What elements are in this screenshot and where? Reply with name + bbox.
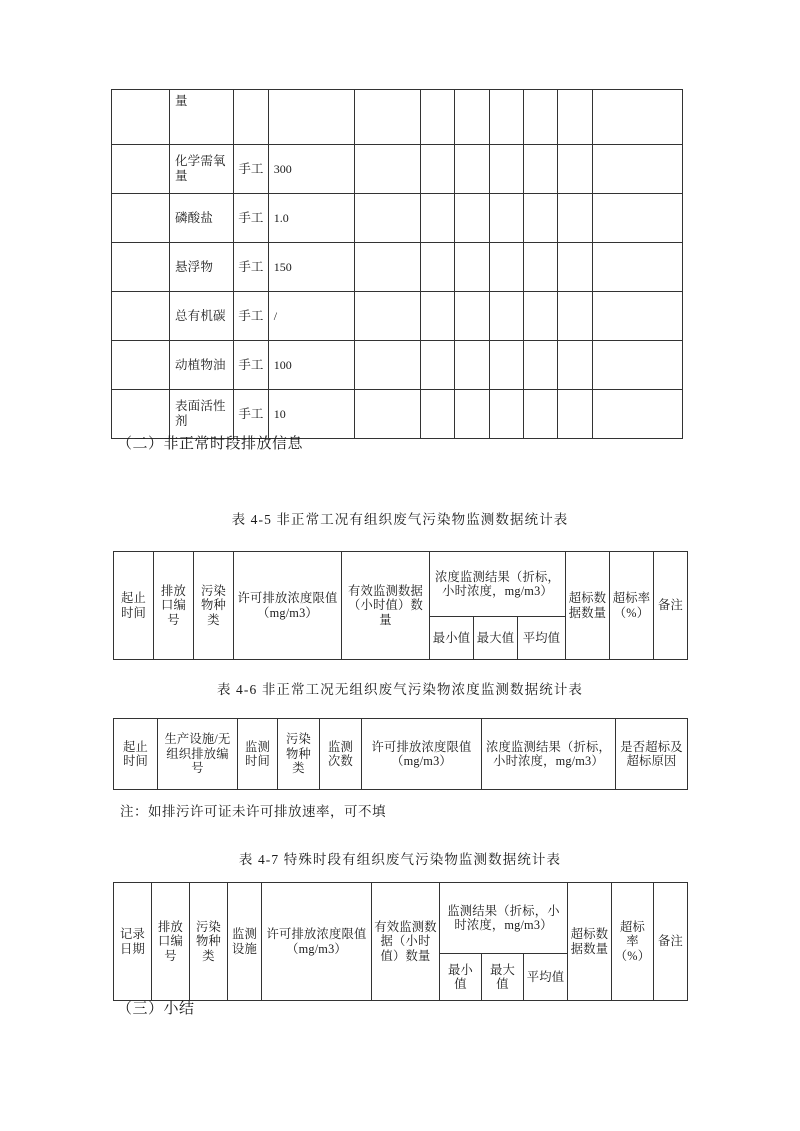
cell-blank: [489, 90, 523, 145]
cell-blank: [558, 243, 592, 292]
cell-blank: [455, 90, 489, 145]
table-row: [112, 292, 683, 341]
cell-blank: [112, 341, 170, 390]
th-pollutant-type: 污染物种类: [278, 719, 320, 790]
cell-limit: 150: [268, 243, 354, 292]
th-valid-data-count: 有效监测数据（小时值）数量: [372, 883, 440, 1001]
cell-blank: [592, 194, 682, 243]
cell-blank: [354, 194, 421, 243]
th-exceed-rate: 超标率（%）: [610, 552, 654, 660]
cell-blank: [455, 341, 489, 390]
cell-method: 手工: [234, 145, 268, 194]
table-4-6-wrapper: [113, 718, 687, 790]
cell-blank: [112, 243, 170, 292]
cell-blank: [421, 390, 455, 439]
table-header-row: [114, 552, 688, 617]
th-concentration-group: 浓度监测结果（折标，小时浓度，mg/m3）: [430, 552, 566, 617]
table-4-5: [113, 551, 688, 660]
cell-blank: [558, 341, 592, 390]
cell-blank: [112, 145, 170, 194]
th-permitted-limit: 许可排放浓度限值（mg/m3）: [362, 719, 482, 790]
cell-blank: [455, 292, 489, 341]
th-outlet-no: 排放口编号: [154, 552, 194, 660]
cell-blank: [354, 243, 421, 292]
th-concentration-result: 浓度监测结果（折标，小时浓度，mg/m3）: [482, 719, 616, 790]
cell-blank: [524, 194, 558, 243]
th-min-value: 最小值: [440, 954, 482, 1001]
table-4-7-wrapper: [113, 882, 687, 1001]
cell-blank: [489, 390, 523, 439]
cell-blank: [354, 90, 421, 145]
cell-limit: [268, 90, 354, 145]
th-exceed-and-reason: 是否超标及超标原因: [616, 719, 688, 790]
th-valid-data-count: 有效监测数据（小时值）数量: [342, 552, 430, 660]
th-max-value: 最大值: [482, 954, 524, 1001]
cell-pollutant: 量: [169, 90, 233, 145]
cell-blank: [524, 341, 558, 390]
cell-blank: [592, 292, 682, 341]
cell-blank: [592, 390, 682, 439]
th-facility-or-fugitive-no: 生产设施/无组织排放编号: [158, 719, 238, 790]
th-exceed-count: 超标数据数量: [566, 552, 610, 660]
cell-method: 手工: [234, 194, 268, 243]
table-4-5-title: 表 4-5 非正常工况有组织废气污染物监测数据统计表: [231, 512, 569, 527]
th-remarks: 备注: [654, 883, 688, 1001]
section-heading-2: （二）非正常时段排放信息: [117, 436, 304, 452]
table-4-7-title: 表 4-7 特殊时段有组织废气污染物监测数据统计表: [238, 852, 562, 867]
cell-method: [234, 90, 268, 145]
cell-blank: [112, 292, 170, 341]
cell-method: 手工: [234, 390, 268, 439]
note-text: 注：如排污许可证未许可排放速率，可不填: [120, 804, 386, 819]
cell-pollutant: 总有机碳: [169, 292, 233, 341]
section-heading-3: （三）小结: [117, 1001, 195, 1017]
cell-blank: [524, 292, 558, 341]
cell-blank: [592, 243, 682, 292]
cell-blank: [455, 145, 489, 194]
cell-blank: [421, 90, 455, 145]
th-avg-value: 平均值: [518, 617, 566, 660]
cell-pollutant: 磷酸盐: [169, 194, 233, 243]
cell-blank: [421, 292, 455, 341]
cell-blank: [489, 341, 523, 390]
th-permitted-limit: 许可排放浓度限值（mg/m3）: [262, 883, 372, 1001]
cell-blank: [524, 390, 558, 439]
th-remarks: 备注: [654, 552, 688, 660]
cell-blank: [558, 390, 592, 439]
cell-pollutant: 动植物油: [169, 341, 233, 390]
th-avg-value: 平均值: [524, 954, 568, 1001]
cell-method: 手工: [234, 243, 268, 292]
cell-blank: [112, 194, 170, 243]
th-pollutant-type: 污染物种类: [190, 883, 228, 1001]
th-start-end-time: 起止时间: [114, 719, 158, 790]
cell-pollutant: 化学需氧量: [169, 145, 233, 194]
th-monitor-count: 监测次数: [320, 719, 362, 790]
cell-pollutant: 悬浮物: [169, 243, 233, 292]
th-min-value: 最小值: [430, 617, 474, 660]
cell-blank: [455, 194, 489, 243]
th-record-date: 记录日期: [114, 883, 152, 1001]
th-exceed-count: 超标数据数量: [568, 883, 612, 1001]
cell-blank: [489, 243, 523, 292]
table-row: [112, 145, 683, 194]
table-row: [112, 243, 683, 292]
cell-blank: [421, 194, 455, 243]
cell-blank: [354, 292, 421, 341]
cell-blank: [524, 90, 558, 145]
cell-blank: [354, 390, 421, 439]
cell-blank: [489, 292, 523, 341]
table-4-6-title: 表 4-6 非正常工况无组织废气污染物浓度监测数据统计表: [216, 682, 584, 697]
cell-blank: [112, 90, 170, 145]
table-4-5-wrapper: [113, 551, 687, 660]
cell-blank: [489, 194, 523, 243]
cell-blank: [421, 243, 455, 292]
table-header-row: [114, 719, 688, 790]
cell-blank: [558, 145, 592, 194]
cell-method: 手工: [234, 292, 268, 341]
table-4-6: [113, 718, 688, 790]
cell-blank: [592, 341, 682, 390]
th-permitted-limit: 许可排放浓度限值（mg/m3）: [234, 552, 342, 660]
th-result-group: 监测结果（折标，小时浓度，mg/m3）: [440, 883, 568, 954]
cell-limit: /: [268, 292, 354, 341]
th-monitor-facility: 监测设施: [228, 883, 262, 1001]
cell-blank: [455, 243, 489, 292]
cell-limit: 300: [268, 145, 354, 194]
th-outlet-no: 排放口编号: [152, 883, 190, 1001]
cell-blank: [354, 341, 421, 390]
cell-method: 手工: [234, 341, 268, 390]
table-row: [112, 341, 683, 390]
cell-blank: [592, 90, 682, 145]
table-4-7: [113, 882, 688, 1001]
top-continuation-table-wrapper: [111, 89, 683, 439]
table-header-row: [114, 883, 688, 954]
cell-blank: [421, 341, 455, 390]
cell-limit: 1.0: [268, 194, 354, 243]
cell-blank: [558, 90, 592, 145]
table-row: [112, 90, 683, 145]
cell-blank: [524, 145, 558, 194]
cell-pollutant: 表面活性剂: [169, 390, 233, 439]
cell-blank: [455, 390, 489, 439]
th-start-end-time: 起止时间: [114, 552, 154, 660]
cell-blank: [524, 243, 558, 292]
cell-blank: [558, 292, 592, 341]
cell-blank: [421, 145, 455, 194]
th-monitor-time: 监测时间: [238, 719, 278, 790]
table-row: [112, 194, 683, 243]
cell-blank: [489, 145, 523, 194]
wastewater-pollutant-table: [111, 89, 683, 439]
th-max-value: 最大值: [474, 617, 518, 660]
cell-blank: [592, 145, 682, 194]
cell-blank: [354, 145, 421, 194]
cell-limit: 100: [268, 341, 354, 390]
cell-limit: 10: [268, 390, 354, 439]
th-pollutant-type: 污染物种类: [194, 552, 234, 660]
th-exceed-rate: 超标率（%）: [612, 883, 654, 1001]
cell-blank: [558, 194, 592, 243]
